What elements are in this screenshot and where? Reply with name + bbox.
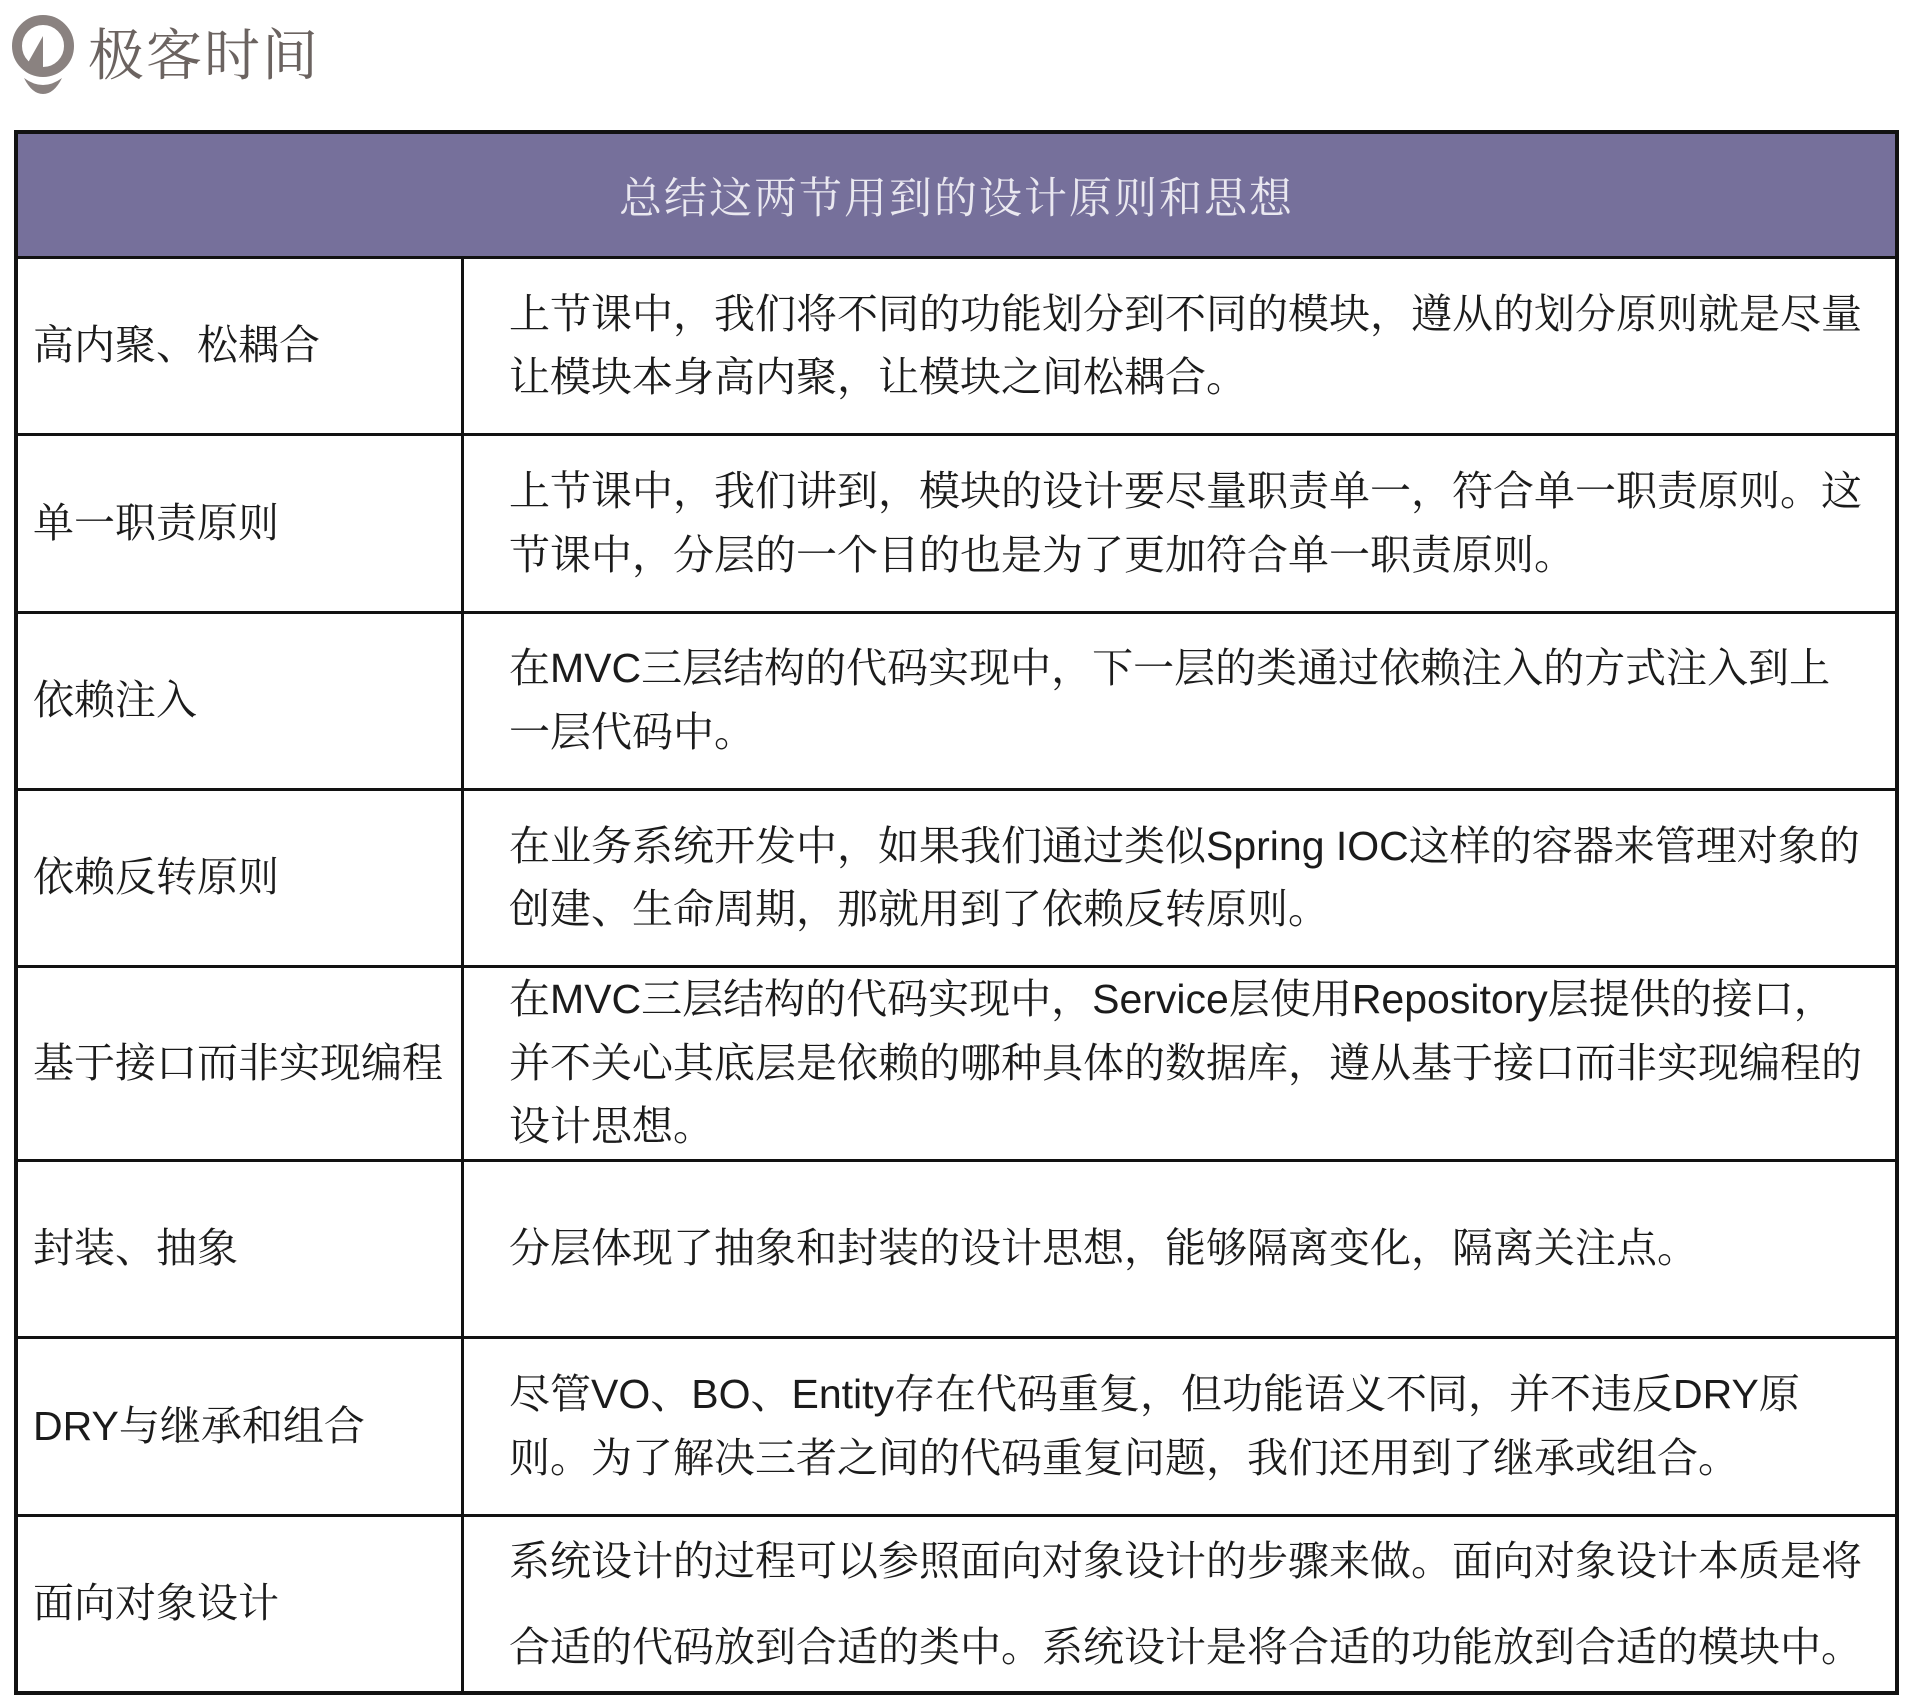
desc-cell: 在业务系统开发中，如果我们通过类似Spring IOC这样的容器来管理对象的创建、生命周期，那就用到了依赖反转原则。 (509, 822, 1860, 933)
logo-text: 极客时间 (88, 24, 320, 87)
term-cell: 依赖注入 (18, 614, 464, 788)
desc-cell: 在MVC三层结构的代码实现中，Service层使用Repository层提供的接口，并不关心其底层是依赖的哪种具体的数据库，遵从基于接口而非实现编程的设计思想。 (509, 976, 1862, 1150)
term-cell: 高内聚、松耦合 (18, 259, 464, 433)
desc-cell: 上节课中，我们讲到，模块的设计要尽量职责单一，符合单一职责原则。这节课中，分层的一个目的也是为了更加符合单一职责原则。 (509, 467, 1862, 578)
table-row (18, 965, 1895, 1159)
table-row (18, 1159, 1895, 1336)
term-cell: 面向对象设计 (18, 1517, 464, 1691)
table-row (18, 433, 1895, 610)
term-cell: 封装、抽象 (18, 1162, 464, 1336)
term-cell: 单一职责原则 (18, 436, 464, 610)
desc-cell: 系统设计的过程可以参照面向对象设计的步骤来做。面向对象设计本质是将合适的代码放到合适的类中。系统设计是将合适的功能放到合适的模块中。 (509, 1537, 1862, 1670)
logo-bar (0, 0, 1913, 130)
table-row (18, 1514, 1895, 1691)
desc-cell: 上节课中，我们将不同的功能划分到不同的模块，遵从的划分原则就是尽量让模块本身高内聚，让模块之间松耦合。 (509, 290, 1862, 401)
table-row (18, 788, 1895, 965)
term-cell: 基于接口而非实现编程 (18, 968, 464, 1159)
table-row (18, 256, 1895, 433)
desc-cell: 尽管VO、BO、Entity存在代码重复，但功能语义不同，并不违反DRY原则。为了解决三者之间的代码重复问题，我们还用到了继承或组合。 (509, 1370, 1800, 1481)
geektime-logo-icon (12, 10, 74, 102)
table-row (18, 1336, 1895, 1513)
desc-cell: 分层体现了抽象和封装的设计思想，能够隔离变化，隔离关注点。 (509, 1225, 1698, 1272)
table-title: 总结这两节用到的设计原则和思想 (18, 134, 1895, 256)
term-cell: 依赖反转原则 (18, 791, 464, 965)
term-cell: DRY与继承和组合 (18, 1339, 464, 1513)
design-principles-table (14, 130, 1899, 1695)
table-row (18, 611, 1895, 788)
desc-cell: 在MVC三层结构的代码实现中，下一层的类通过依赖注入的方式注入到上一层代码中。 (509, 645, 1831, 755)
